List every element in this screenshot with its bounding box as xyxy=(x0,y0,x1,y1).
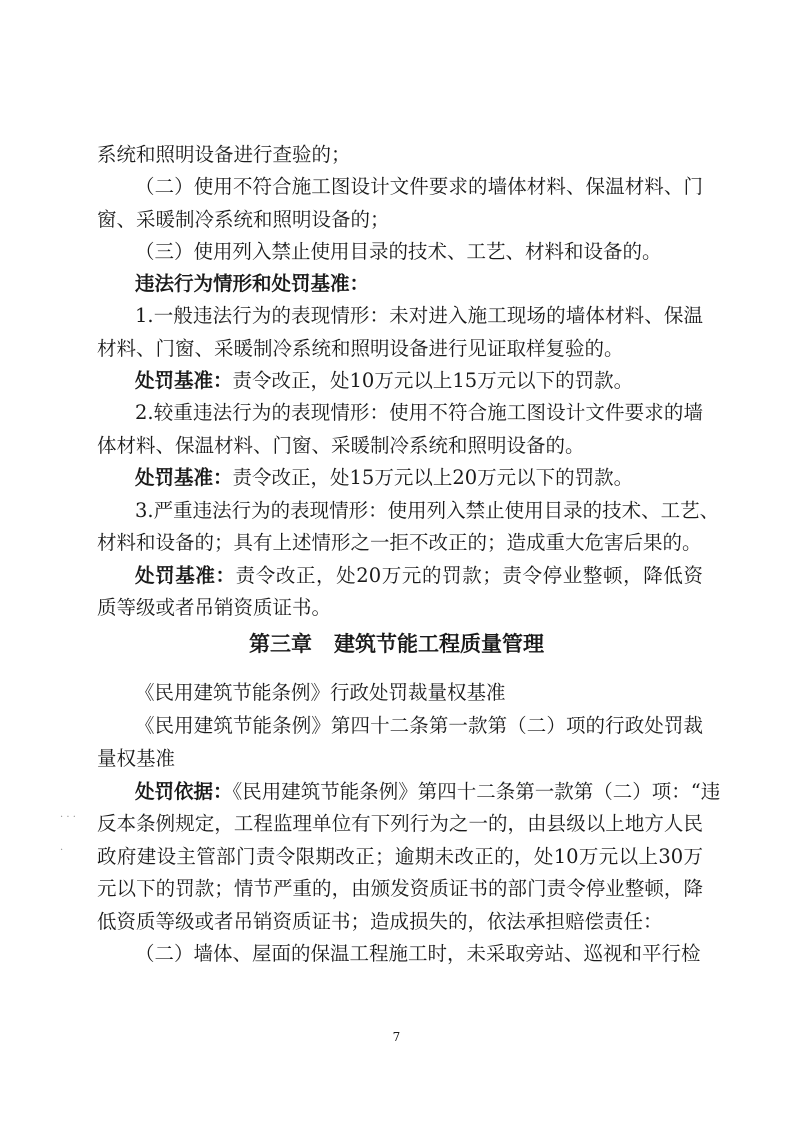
line-text: 《民用建筑节能条例》第四十二条第一款第（二）项的行政处罚裁 xyxy=(135,714,703,737)
text-line xyxy=(135,939,703,969)
line-text: 责令改正，处15万元以上20万元以下的罚款。 xyxy=(232,466,634,489)
text-line xyxy=(135,561,703,591)
line-text: 材料和设备的；具有上述情形之一拒不改正的；造成重大危害后果的。 xyxy=(97,531,702,554)
text-line xyxy=(97,431,703,461)
line-text: 体材料、保温材料、门窗、采暖制冷系统和照明设备的。 xyxy=(97,434,585,457)
text-line xyxy=(97,874,703,904)
bold-label: 处罚基准： xyxy=(135,564,236,587)
bold-label: 处罚基准： xyxy=(135,466,233,489)
line-text: （二）墙体、屋面的保温工程施工时，未采取旁站、巡视和平行检 xyxy=(135,942,701,965)
text-line xyxy=(135,777,721,807)
line-text: 质等级或者吊销资质证书。 xyxy=(97,596,332,619)
line-text: 反本条例规定，工程监理单位有下列行为之一的，由县级以上地方人民 xyxy=(97,812,703,835)
text-line xyxy=(135,398,703,428)
line-text: 3.严重违法行为的表现情形：使用列入禁止使用目录的技术、工艺、 xyxy=(135,499,720,522)
text-line xyxy=(97,334,703,364)
text-line xyxy=(97,205,703,235)
text-line xyxy=(97,842,703,872)
line-text: 元以下的罚款；情节严重的，由颁发资质证书的部门责令停业整顿，降 xyxy=(97,877,703,900)
line-text: 《民用建筑节能条例》行政处罚裁量权基准 xyxy=(135,681,506,704)
line-text: 《民用建筑节能条例》第四十二条第一款第（二）项：“违 xyxy=(232,780,721,803)
line-text: （三）使用列入禁止使用目录的技术、工艺、材料和设备的。 xyxy=(135,240,662,263)
line-text: 政府建设主管部门责令限期改正；逾期未改正的，处10万元以上30万 xyxy=(97,845,703,868)
page-number: 7 xyxy=(392,1030,401,1044)
bold-label: 处罚基准： xyxy=(135,369,233,392)
text-line xyxy=(97,593,703,623)
line-text: 窗、采暖制冷系统和照明设备的； xyxy=(97,208,390,231)
line-text: 材料、门窗、采暖制冷系统和照明设备进行见证取样复验的。 xyxy=(97,337,624,360)
line-text: 责令改正，处20万元的罚款；责令停业整顿，降低资 xyxy=(235,564,703,587)
chapter-number: 第三章 xyxy=(249,632,312,656)
chapter-title xyxy=(0,628,793,658)
text-line xyxy=(135,172,703,202)
text-line xyxy=(97,528,703,558)
text-line xyxy=(97,140,703,170)
scan-mark: · xyxy=(60,845,64,856)
text-line xyxy=(135,301,703,331)
line-text: 1.一般违法行为的表现情形：未对进入施工现场的墙体材料、保温 xyxy=(135,304,703,327)
text-line xyxy=(97,809,703,839)
line-text: 2.较重违法行为的表现情形：使用不符合施工图设计文件要求的墙 xyxy=(135,401,703,424)
text-line xyxy=(135,237,703,267)
bold-label: 处罚依据： xyxy=(135,780,233,803)
text-line xyxy=(97,907,703,937)
line-text: 量权基准 xyxy=(97,747,176,770)
line-text: 系统和照明设备进行查验的； xyxy=(97,143,351,166)
text-line xyxy=(135,366,703,396)
text-line xyxy=(135,463,703,493)
bold-label: 违法行为情形和处罚基准： xyxy=(135,272,370,295)
text-line xyxy=(135,711,703,741)
line-text: 责令改正，处10万元以上15万元以下的罚款。 xyxy=(232,369,634,392)
text-line xyxy=(135,269,703,299)
text-line xyxy=(135,678,703,708)
text-line xyxy=(135,496,720,526)
line-text: （二）使用不符合施工图设计文件要求的墙体材料、保温材料、门 xyxy=(135,175,703,198)
line-text: 低资质等级或者吊销资质证书；造成损失的，依法承担赔偿责任： xyxy=(97,910,663,933)
scan-mark: · · · xyxy=(60,812,76,823)
chapter-name: 建筑节能工程质量管理 xyxy=(334,632,544,656)
text-line xyxy=(97,744,703,774)
